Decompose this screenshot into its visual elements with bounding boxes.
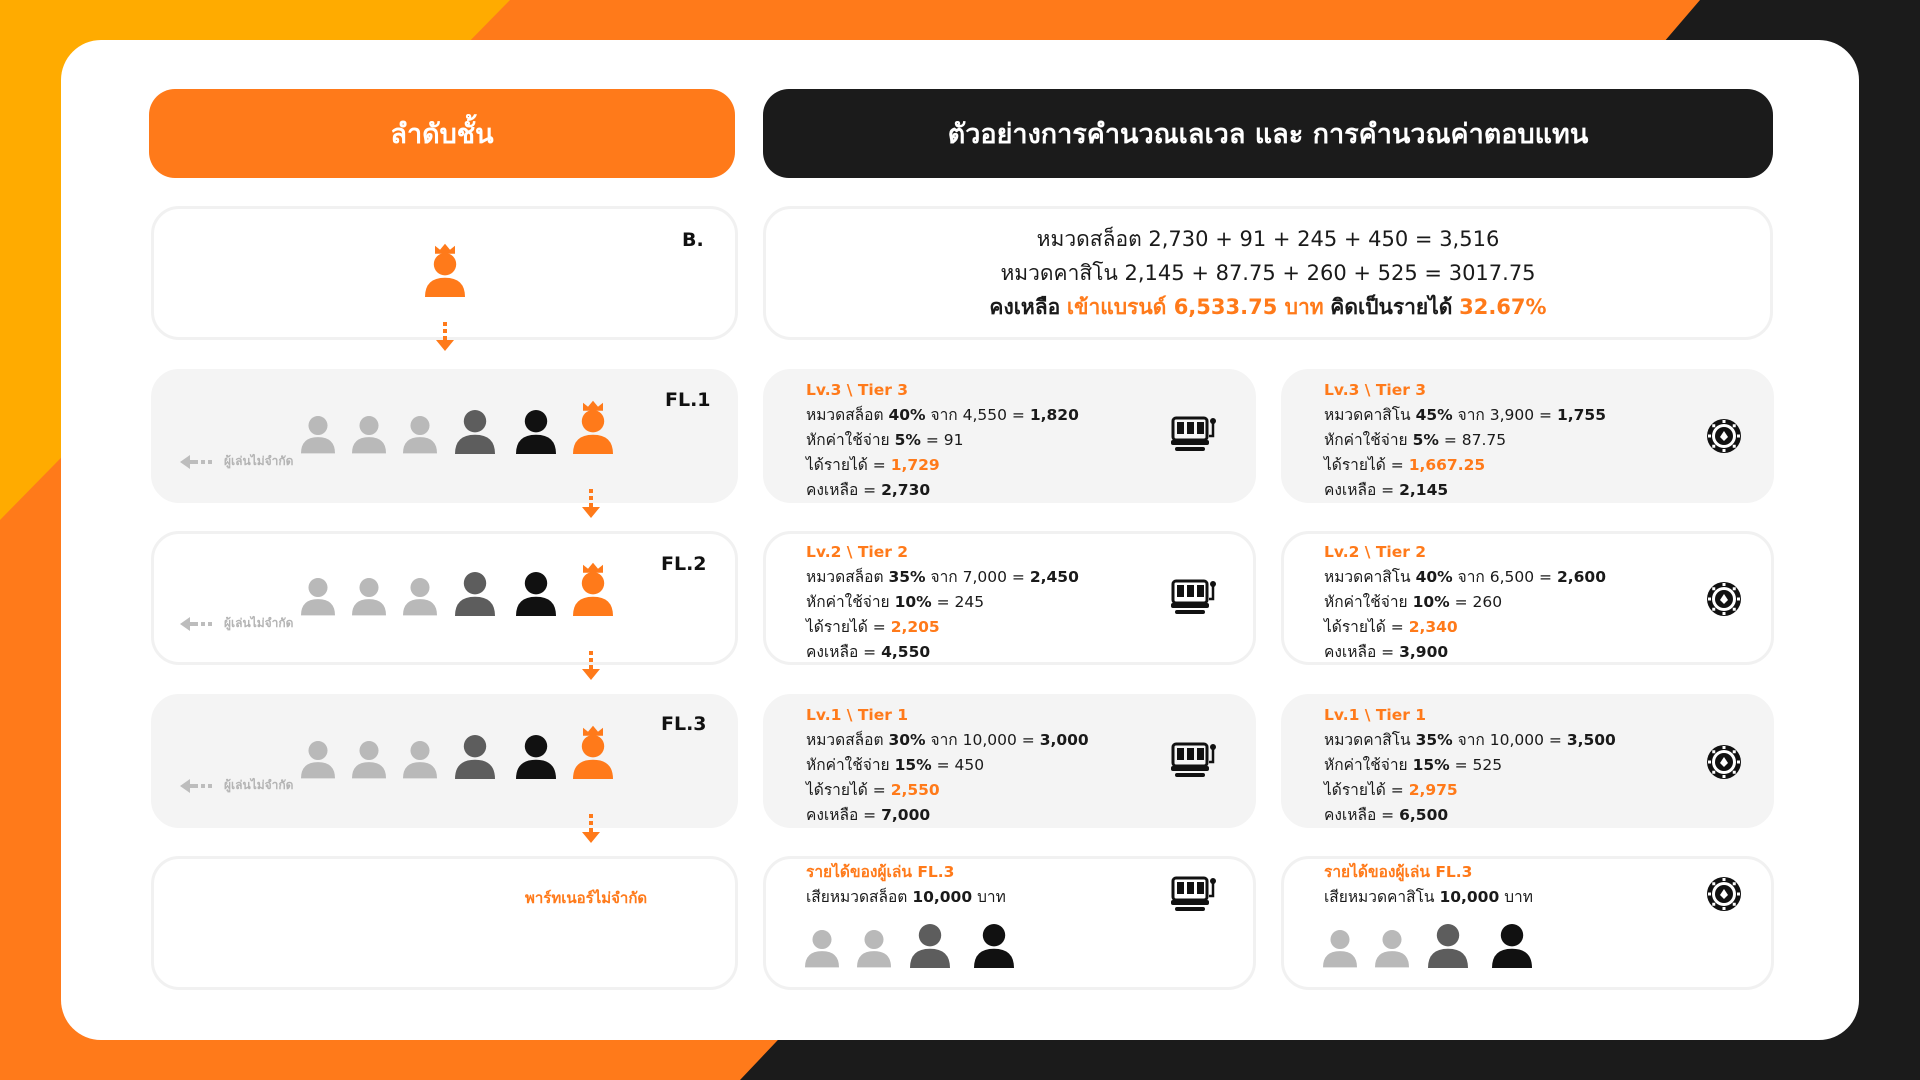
person-icon <box>455 410 495 454</box>
casino-player-text <box>1324 860 1533 910</box>
level-fl1-label: FL.1 <box>665 389 711 411</box>
person-icon <box>301 741 335 778</box>
summary-income-label: คิดเป็นรายได้ <box>1330 295 1453 319</box>
calculation-title: ตัวอย่างการคำนวณเลเวล และ การคำนวณค่าตอบแทน <box>947 119 1589 150</box>
share-line: หมวดสล็อต 40% จาก 4,550 = 1,820 <box>806 406 1079 424</box>
tier-label: Lv.3 \ Tier 3 <box>806 381 909 399</box>
remain-line: คงเหลือ = 3,900 <box>1324 643 1449 661</box>
person-icon <box>301 578 335 615</box>
income-line: ได้รายได้ = 1,667.25 <box>1324 456 1486 474</box>
level-b-label: B. <box>682 229 704 251</box>
person-icon <box>516 410 556 454</box>
summary-result-line <box>763 290 1773 324</box>
person-icon <box>974 924 1014 968</box>
unlimited-players-text: ผู้เล่นไม่จำกัด <box>224 454 294 468</box>
tier-label: Lv.2 \ Tier 2 <box>1324 543 1427 561</box>
expense-line: หักค่าใช้จ่าย 5% = 91 <box>806 431 964 449</box>
remain-line: คงเหลือ = 2,730 <box>806 481 931 499</box>
income-line: ได้รายได้ = 2,340 <box>1324 618 1458 636</box>
arrow-down-icon <box>582 814 600 843</box>
slot-calc-text-1 <box>806 378 1079 503</box>
tier-label: Lv.2 \ Tier 2 <box>806 543 909 561</box>
person-icon <box>516 572 556 616</box>
share-line: หมวดสล็อต 30% จาก 10,000 = 3,000 <box>806 731 1089 749</box>
expense-line: หักค่าใช้จ่าย 15% = 450 <box>806 756 985 774</box>
person-icon <box>516 735 556 779</box>
person-icon <box>1492 924 1532 968</box>
crown-icon <box>583 401 603 411</box>
slot-player-line: เสียหมวดสล็อต 10,000 บาท <box>806 888 1006 906</box>
remain-line: คงเหลือ = 4,550 <box>806 643 931 661</box>
person-icon <box>352 578 386 615</box>
person-icon <box>403 578 437 615</box>
share-line: หมวดคาสิโน 35% จาก 10,000 = 3,500 <box>1324 731 1616 749</box>
arrow-down-icon <box>582 489 600 518</box>
person-icon <box>352 416 386 453</box>
share-line: หมวดคาสิโน 40% จาก 6,500 = 2,600 <box>1324 568 1606 586</box>
income-line: ได้รายได้ = 2,975 <box>1324 781 1458 799</box>
remain-line: คงเหลือ = 7,000 <box>806 806 931 824</box>
casino-calc-text-1 <box>1324 378 1606 503</box>
slot-calc-text-3 <box>806 703 1089 828</box>
crown-icon <box>435 244 455 254</box>
unlimited-players-text: ผู้เล่นไม่จำกัด <box>224 616 294 630</box>
person-icon <box>573 572 613 616</box>
summary-slot-line: หมวดสล็อต 2,730 + 91 + 245 + 450 = 3,516 <box>1036 227 1500 251</box>
tier-label: Lv.1 \ Tier 1 <box>806 706 909 724</box>
person-icon <box>805 930 839 967</box>
casino-calc-text-3 <box>1324 703 1616 828</box>
arrow-down-icon <box>436 322 454 351</box>
partner-unlimited-label: พาร์ทเนอร์ไม่จำกัด <box>525 889 648 907</box>
level-fl3-label: FL.3 <box>661 713 707 735</box>
person-icon <box>403 741 437 778</box>
casino-player-title: รายได้ของผู้เล่น FL.3 <box>1324 863 1473 881</box>
person-icon <box>573 410 613 454</box>
remain-line: คงเหลือ = 2,145 <box>1324 481 1449 499</box>
person-icon <box>455 735 495 779</box>
summary-brand-label: เข้าแบรนด์ 6,533.75 บาท <box>1066 295 1324 319</box>
slot-player-title: รายได้ของผู้เล่น FL.3 <box>806 863 955 881</box>
level-fl2-label: FL.2 <box>661 553 707 575</box>
tier-label: Lv.3 \ Tier 3 <box>1324 381 1427 399</box>
person-icon <box>352 741 386 778</box>
share-line: หมวดสล็อต 35% จาก 7,000 = 2,450 <box>806 568 1079 586</box>
person-icon <box>455 572 495 616</box>
person-icon <box>425 253 465 297</box>
expense-line: หักค่าใช้จ่าย 5% = 87.75 <box>1324 431 1507 449</box>
tier-label: Lv.1 \ Tier 1 <box>1324 706 1427 724</box>
casino-calc-text-2 <box>1324 540 1606 665</box>
remain-line: คงเหลือ = 6,500 <box>1324 806 1449 824</box>
hierarchy-title: ลำดับชั้น <box>390 119 494 150</box>
person-icon <box>403 416 437 453</box>
expense-line: หักค่าใช้จ่าย 10% = 245 <box>806 593 985 611</box>
person-icon <box>1375 930 1409 967</box>
expense-line: หักค่าใช้จ่าย 10% = 260 <box>1324 593 1503 611</box>
summary-casino-line: หมวดคาสิโน 2,145 + 87.75 + 260 + 525 = 3017.75 <box>1000 261 1536 285</box>
income-line: ได้รายได้ = 1,729 <box>806 456 940 474</box>
summary-remain-label: คงเหลือ <box>989 295 1061 319</box>
summary-income-value: 32.67% <box>1459 295 1547 319</box>
arrow-down-icon <box>582 651 600 680</box>
person-icon <box>573 735 613 779</box>
income-line: ได้รายได้ = 2,550 <box>806 781 940 799</box>
crown-icon <box>583 726 603 736</box>
person-icon <box>1323 930 1357 967</box>
slot-calc-text-2 <box>806 540 1079 665</box>
slot-player-text <box>806 860 1006 910</box>
person-icon <box>1428 924 1468 968</box>
crown-icon <box>583 563 603 573</box>
unlimited-players-text: ผู้เล่นไม่จำกัด <box>224 778 294 792</box>
expense-line: หักค่าใช้จ่าย 15% = 525 <box>1324 756 1503 774</box>
income-line: ได้รายได้ = 2,205 <box>806 618 940 636</box>
person-icon <box>857 930 891 967</box>
person-icon <box>910 924 950 968</box>
share-line: หมวดคาสิโน 45% จาก 3,900 = 1,755 <box>1324 406 1606 424</box>
person-icon <box>301 416 335 453</box>
casino-player-line: เสียหมวดคาสิโน 10,000 บาท <box>1324 888 1533 906</box>
